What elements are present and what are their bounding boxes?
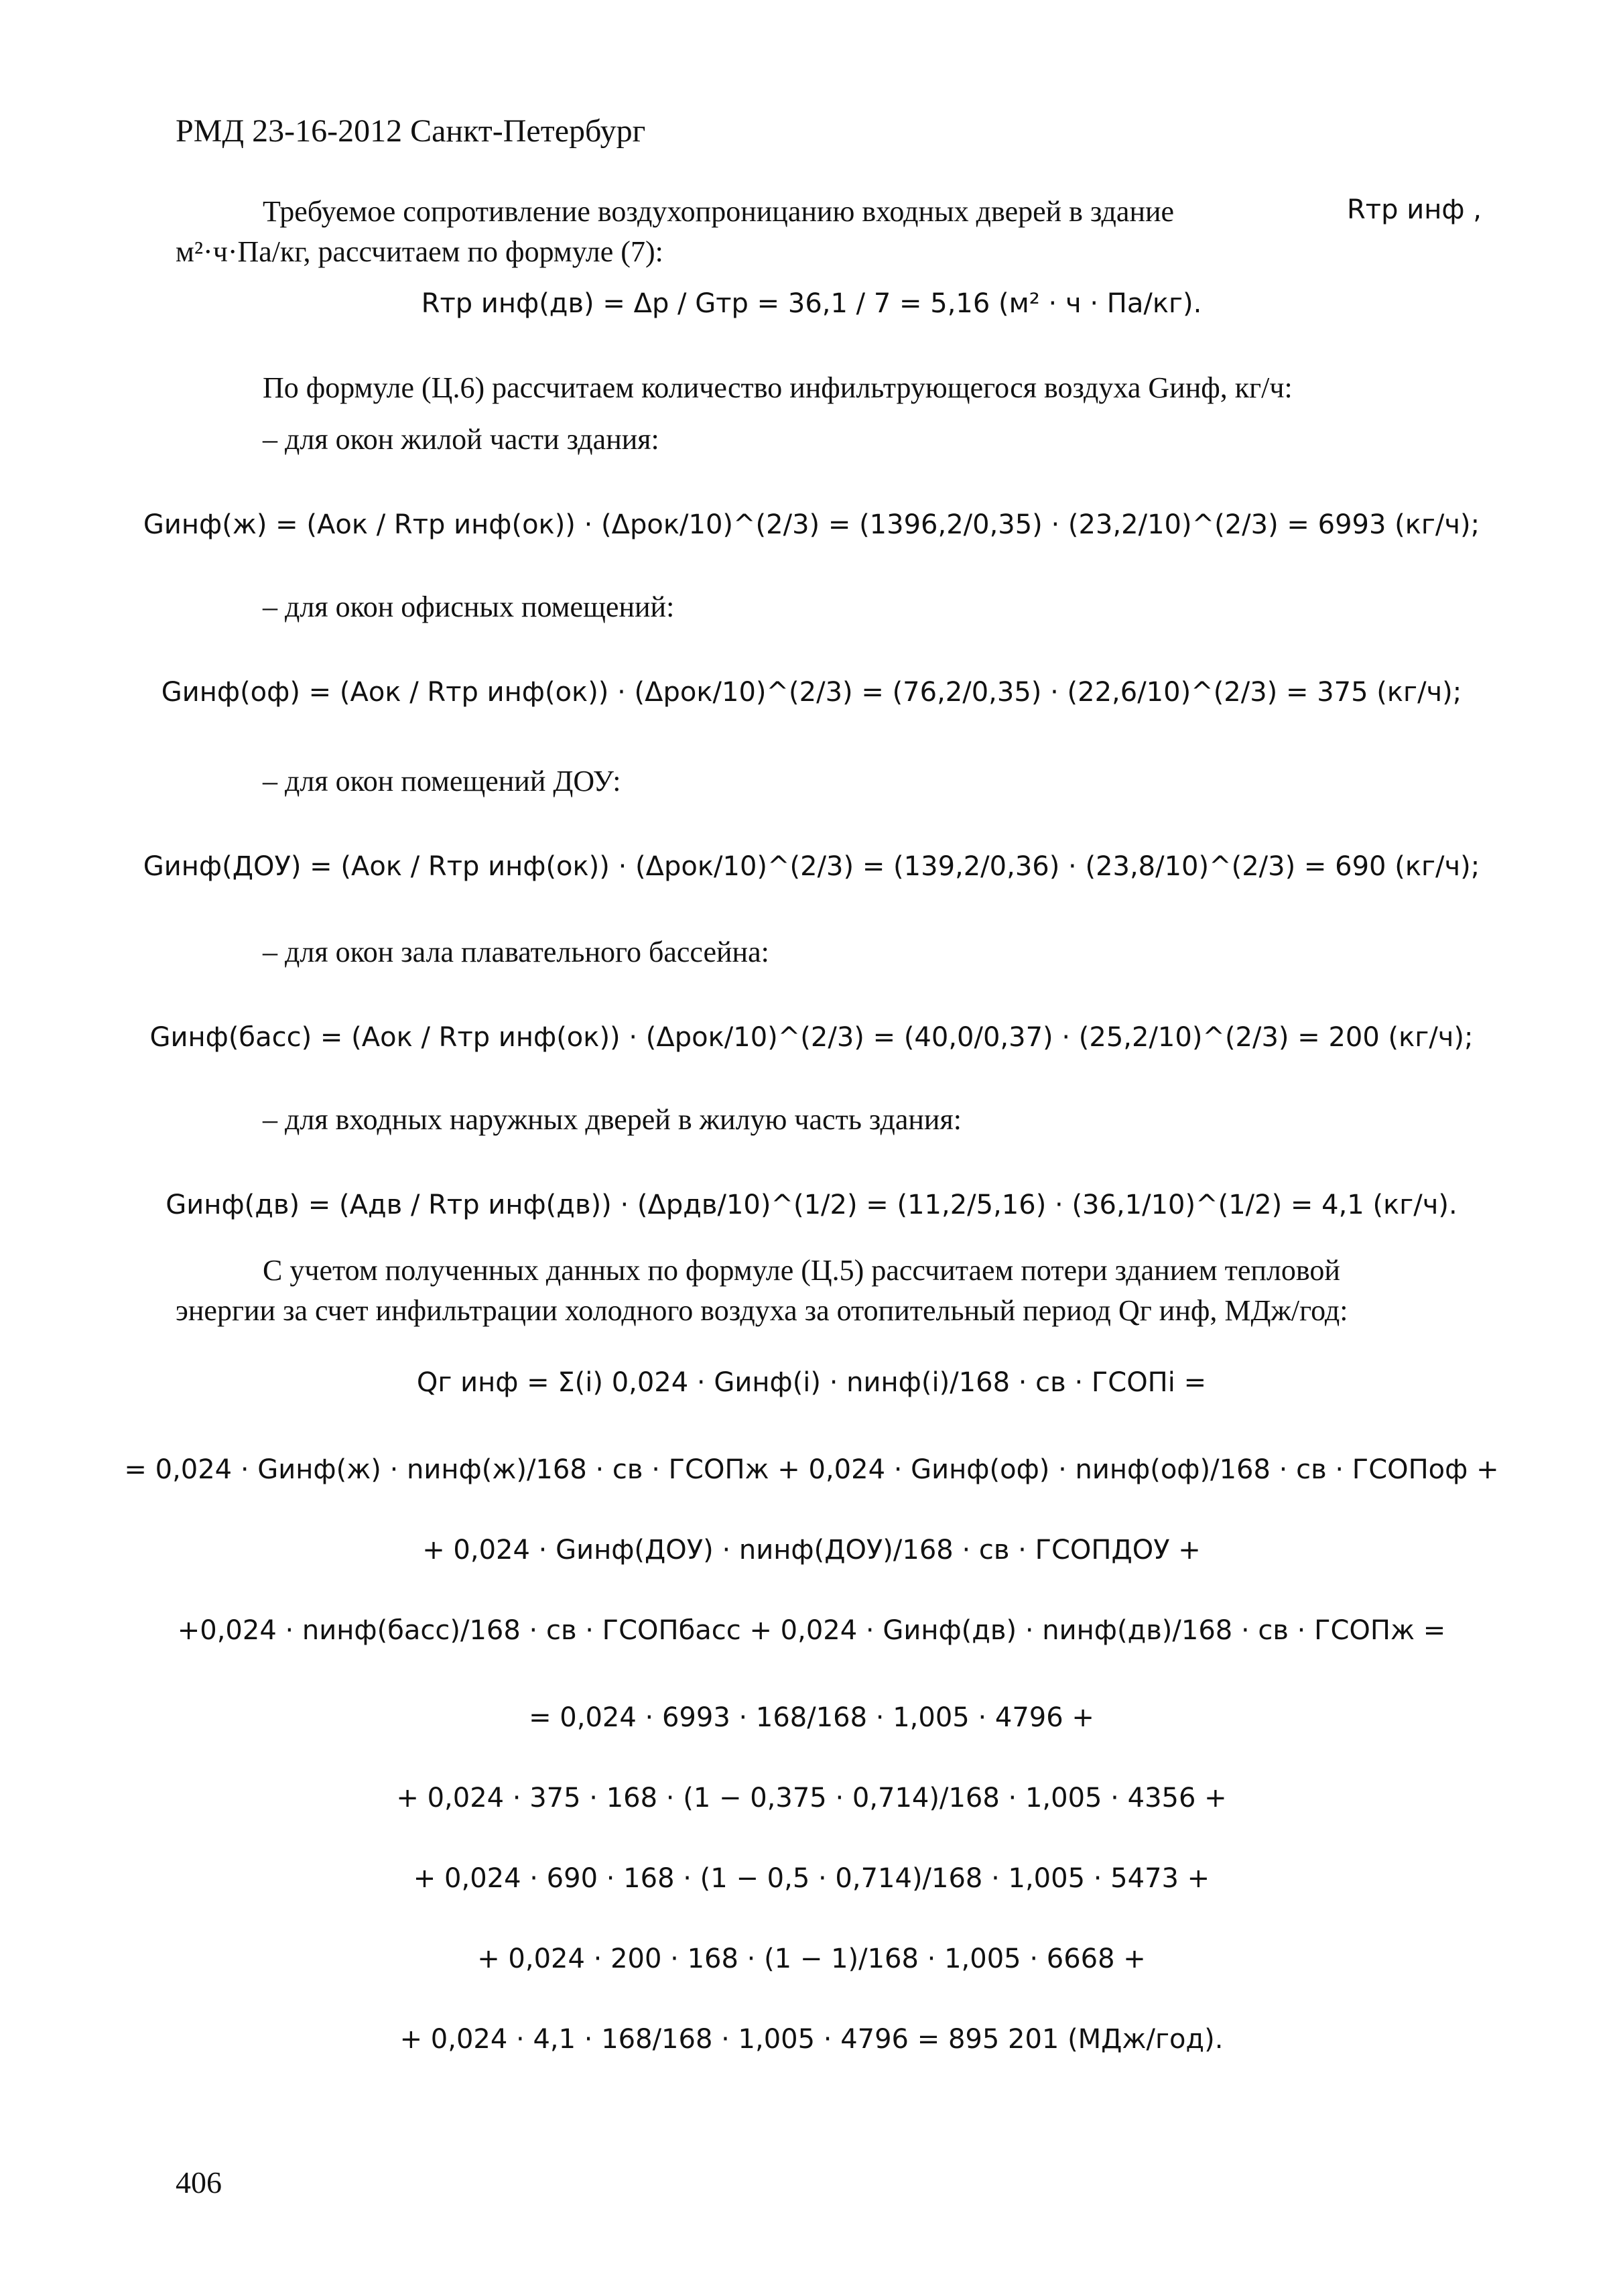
paragraph-3-line-1: С учетом полученных данных по формуле (Ц.5) рассчитаем потери зданием тепловой [263,1254,1340,1287]
heat-loss-equation-line: = 0,024 · 6993 · 168/168 · 1,005 · 4796 + [529,1702,1094,1733]
list-item-pool: – для окон зала плавательного бассейна: [263,936,769,968]
list-item-residential: – для окон жилой части здания: [263,423,659,456]
formula-infiltration-office: Gинф(оф) = (Aок / Rтр инф(ок)) · (Δpок/10)^(2/3) = (76,2/0,35) · (22,6/10)^(2/3) = 375 (кг/ч); [161,677,1462,708]
list-item-preschool: – для окон помещений ДОУ: [263,765,621,798]
paragraph-1-line-1: Требуемое сопротивление воздухопроницанию входных дверей в здание [263,195,1175,228]
paragraph-2: По формуле (Ц.6) рассчитаем количество инфильтрующегося воздуха Gинф, кг/ч: [263,371,1293,404]
formula-infiltration-doors: Gинф(дв) = (Aдв / Rтр инф(дв)) · (Δpдв/10)^(1/2) = (11,2/5,16) · (36,1/10)^(1/2) = 4,1 (кг/ч). [166,1190,1457,1220]
heat-loss-equation-line: = 0,024 · Gинф(ж) · nинф(ж)/168 · cв · ГСОПж + 0,024 · Gинф(оф) · nинф(оф)/168 · cв · ГСОПоф + [124,1454,1499,1485]
paragraph-3-line-2: энергии за счет инфильтрации холодного воздуха за отопительный период Qг инф, МДж/год: [176,1294,1348,1327]
formula-infiltration-residential: Gинф(ж) = (Aок / Rтр инф(ок)) · (Δpок/10)^(2/3) = (1396,2/0,35) · (23,2/10)^(2/3) = 6993 (кг/ч); [143,509,1480,540]
heat-loss-equation-line: + 0,024 · 690 · 168 · (1 − 0,5 · 0,714)/168 · 1,005 · 5473 + [413,1863,1210,1894]
heat-loss-equation-line: + 0,024 · 200 · 168 · (1 − 1)/168 · 1,005 · 6668 + [477,1943,1146,1974]
heat-loss-equation-line: +0,024 · nинф(басс)/168 · cв · ГСОПбасс + 0,024 · Gинф(дв) · nинф(дв)/168 · cв · ГСОПж = [177,1615,1446,1646]
formula-infiltration-preschool: Gинф(ДОУ) = (Aок / Rтр инф(ок)) · (Δpок/10)^(2/3) = (139,2/0,36) · (23,8/10)^(2/3) = 690 (кг/ч); [143,851,1480,882]
paragraph-1-line-2: м²·ч·Па/кг, рассчитаем по формуле (7): [176,235,663,268]
heat-loss-equation-line: + 0,024 · Gинф(ДОУ) · nинф(ДОУ)/168 · cв · ГСОПДОУ + [422,1535,1201,1566]
list-item-doors: – для входных наружных дверей в жилую часть здания: [263,1103,962,1136]
paragraph-1-symbol: Rтр инф , [1347,194,1482,225]
page-number: 406 [176,2165,222,2199]
heat-loss-equation-line: Qг инф = Σ(i) 0,024 · Gинф(i) · nинф(i)/168 · cв · ГСОПi = [416,1367,1207,1398]
heat-loss-equation-line: + 0,024 · 4,1 · 168/168 · 1,005 · 4796 = 895 201 (МДж/год). [399,2024,1224,2055]
running-header: РМД 23-16-2012 Санкт-Петербург [176,113,646,149]
formula-door-resistance: Rтр инф(дв) = Δp / Gтр = 36,1 / 7 = 5,16 (м² · ч · Па/кг). [421,288,1202,319]
heat-loss-equation-line: + 0,024 · 375 · 168 · (1 − 0,375 · 0,714)/168 · 1,005 · 4356 + [396,1783,1227,1813]
formula-infiltration-pool: Gинф(басс) = (Aок / Rтр инф(ок)) · (Δpок/10)^(2/3) = (40,0/0,37) · (25,2/10)^(2/3) = 200 (кг/ч); [149,1022,1474,1053]
list-item-office: – для окон офисных помещений: [263,590,675,623]
